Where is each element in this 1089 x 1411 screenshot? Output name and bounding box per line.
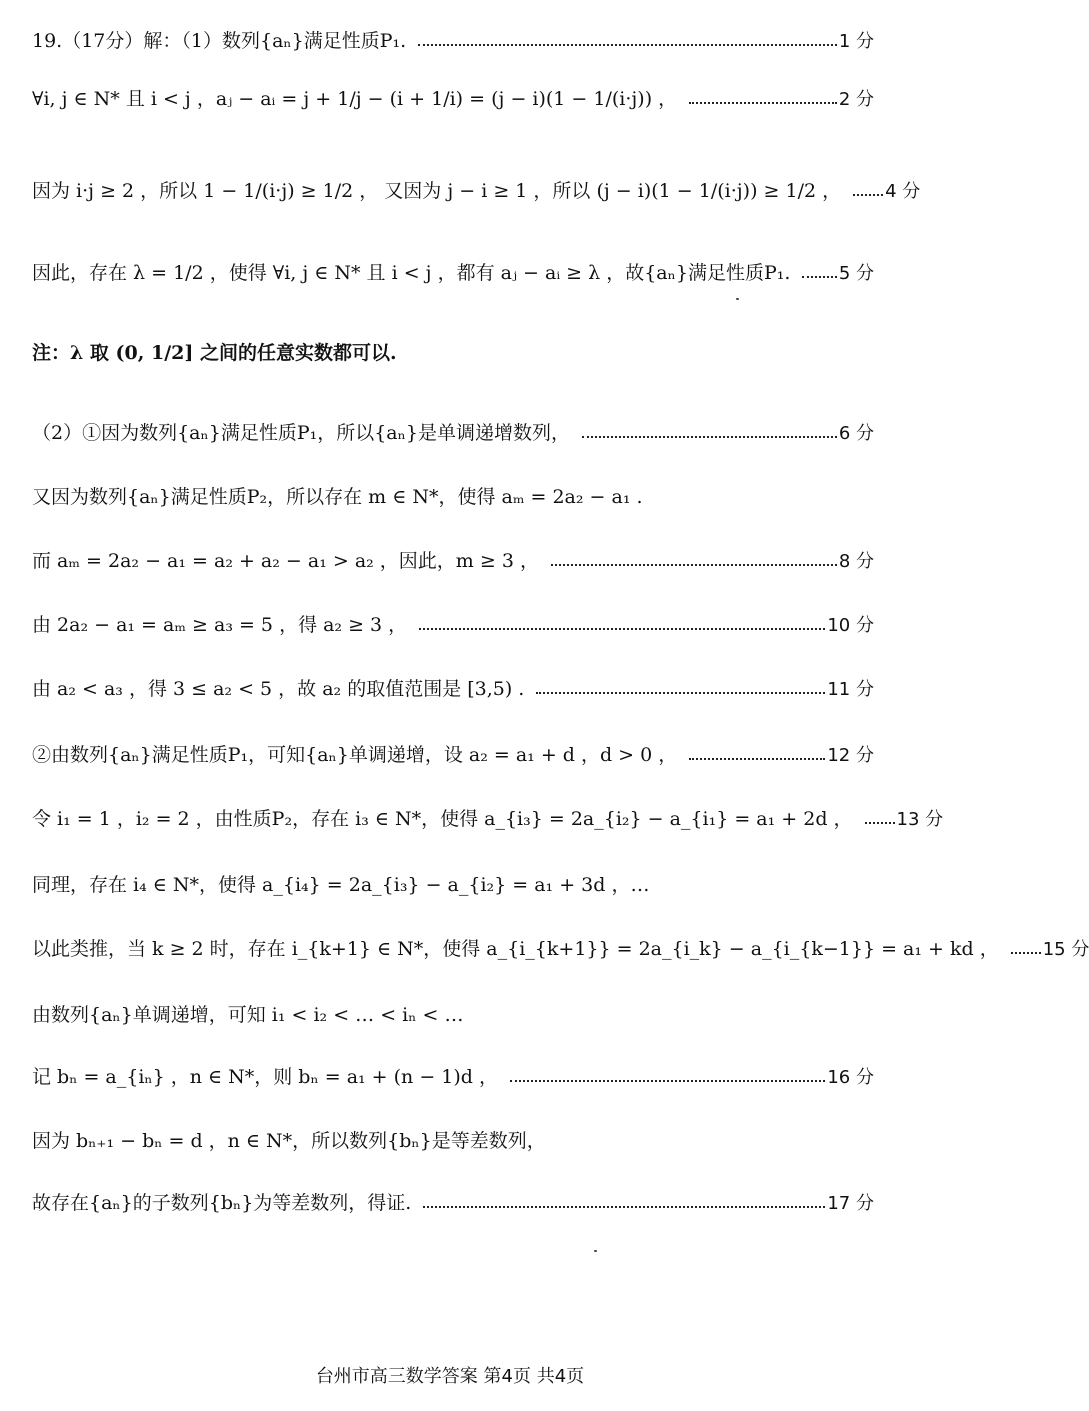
- score: 17 分: [827, 1192, 874, 1214]
- score: 12 分: [827, 744, 874, 766]
- line-12: [32, 808, 944, 831]
- line-text: 故存在{aₙ}的子数列{bₙ}为等差数列，得证.: [32, 1192, 412, 1214]
- line-text: 又因为数列{aₙ}满足性质P₂，所以存在 m ∈ N*，使得 aₘ = 2a₂ − a₁ .: [32, 486, 643, 508]
- line-13: [32, 874, 874, 897]
- line-text: 注：λ 取 (0, 1/2] 之间的任意实数都可以.: [32, 342, 397, 364]
- line-16: [32, 1066, 874, 1089]
- line-text: （2）①因为数列{aₙ}满足性质P₁，所以{aₙ}是单调递增数列，: [32, 422, 570, 444]
- line-text: ②由数列{aₙ}满足性质P₁，可知{aₙ}单调递增，设 a₂ = a₁ + d ，d > 0 ，: [32, 744, 678, 766]
- line-7: [32, 486, 874, 509]
- line-text: 以此类推，当 k ≥ 2 时，存在 i_{k+1} ∈ N*，使得 a_{i_{k+1}} = 2a_{i_k} − a_{i_{k−1}} = a₁ + kd ，: [32, 938, 999, 960]
- line-4: [32, 262, 874, 285]
- line-6: [32, 422, 874, 445]
- dot-leader: [536, 692, 825, 694]
- score: 11 分: [827, 678, 874, 700]
- line-text: 由数列{aₙ}单调递增，可知 i₁ < i₂ < … < iₙ < …: [32, 1004, 464, 1026]
- line-10: [32, 678, 874, 701]
- score: 2 分: [838, 88, 874, 110]
- dot-leader: [689, 758, 825, 760]
- line-14: [32, 938, 1089, 961]
- line-text: ∀i, j ∈ N* 且 i < j ，aⱼ − aᵢ = j + 1/j − (i + 1/i) = (j − i)(1 − 1/(i·j)) ，: [32, 88, 678, 110]
- line-18: [32, 1192, 874, 1215]
- line-3: [32, 180, 921, 203]
- line-text: 19.（17分）解：（1）数列{aₙ}满足性质P₁.: [32, 30, 407, 52]
- line-text: 因此，存在 λ = 1/2 ，使得 ∀i, j ∈ N* 且 i < j ，都有 aⱼ − aᵢ ≥ λ ，故{aₙ}满足性质P₁.: [32, 262, 791, 284]
- line-text: 令 i₁ = 1 ，i₂ = 2 ，由性质P₂，存在 i₃ ∈ N*，使得 a_{i₃} = 2a_{i₂} − a_{i₁} = a₁ + 2d ，: [32, 808, 853, 830]
- dot-leader: [802, 276, 836, 278]
- line-15: [32, 1004, 874, 1027]
- line-text: 而 aₘ = 2a₂ − a₁ = a₂ + a₂ − a₁ > a₂ ，因此，m ≥ 3 ，: [32, 550, 539, 572]
- score: 4 分: [885, 180, 921, 202]
- score: 13 分: [896, 808, 944, 830]
- score: 1 分: [838, 30, 874, 52]
- line-1: [32, 30, 874, 53]
- line-11: [32, 744, 874, 767]
- line-2: [32, 88, 874, 111]
- line-text: 同理，存在 i₄ ∈ N*，使得 a_{i₄} = 2a_{i₃} − a_{i₂} = a₁ + 3d ，…: [32, 874, 650, 896]
- dot-leader: [510, 1080, 825, 1082]
- line-note: [32, 342, 874, 365]
- line-text: 由 a₂ < a₃ ，得 3 ≤ a₂ < 5 ，故 a₂ 的取值范围是 [3,5) .: [32, 678, 525, 700]
- dot-leader: [418, 44, 837, 46]
- line-8: [32, 550, 874, 573]
- score: 5 分: [838, 262, 874, 284]
- line-text: 由 2a₂ − a₁ = aₘ ≥ a₃ = 5 ，得 a₂ ≥ 3 ，: [32, 614, 408, 636]
- dot-leader: [419, 628, 825, 630]
- score: 16 分: [827, 1066, 874, 1088]
- dot-leader: [582, 436, 837, 438]
- line-9: [32, 614, 874, 637]
- dot-leader: [853, 194, 883, 196]
- dot-leader: [423, 1206, 825, 1208]
- scan-speck: [736, 298, 739, 300]
- score: 10 分: [827, 614, 874, 636]
- dot-leader: [865, 822, 895, 824]
- score: 6 分: [838, 422, 874, 444]
- score: 8 分: [838, 550, 874, 572]
- page-footer: 台州市高三数学答案 第4页 共4页: [315, 1366, 585, 1387]
- scan-speck: [594, 1250, 597, 1252]
- line-text: 因为 bₙ₊₁ − bₙ = d ，n ∈ N*，所以数列{bₙ}是等差数列，: [32, 1130, 546, 1152]
- line-17: [32, 1130, 874, 1153]
- line-text: 因为 i·j ≥ 2 ，所以 1 − 1/(i·j) ≥ 1/2 ， 又因为 j − i ≥ 1 ，所以 (j − i)(1 − 1/(i·j)) ≥ 1/2 ，: [32, 180, 842, 202]
- dot-leader: [551, 564, 837, 566]
- score: 15 分: [1042, 938, 1089, 960]
- dot-leader: [1011, 952, 1041, 954]
- line-text: 记 bₙ = a_{iₙ} ，n ∈ N*，则 bₙ = a₁ + (n − 1)d ，: [32, 1066, 498, 1088]
- dot-leader: [689, 102, 837, 104]
